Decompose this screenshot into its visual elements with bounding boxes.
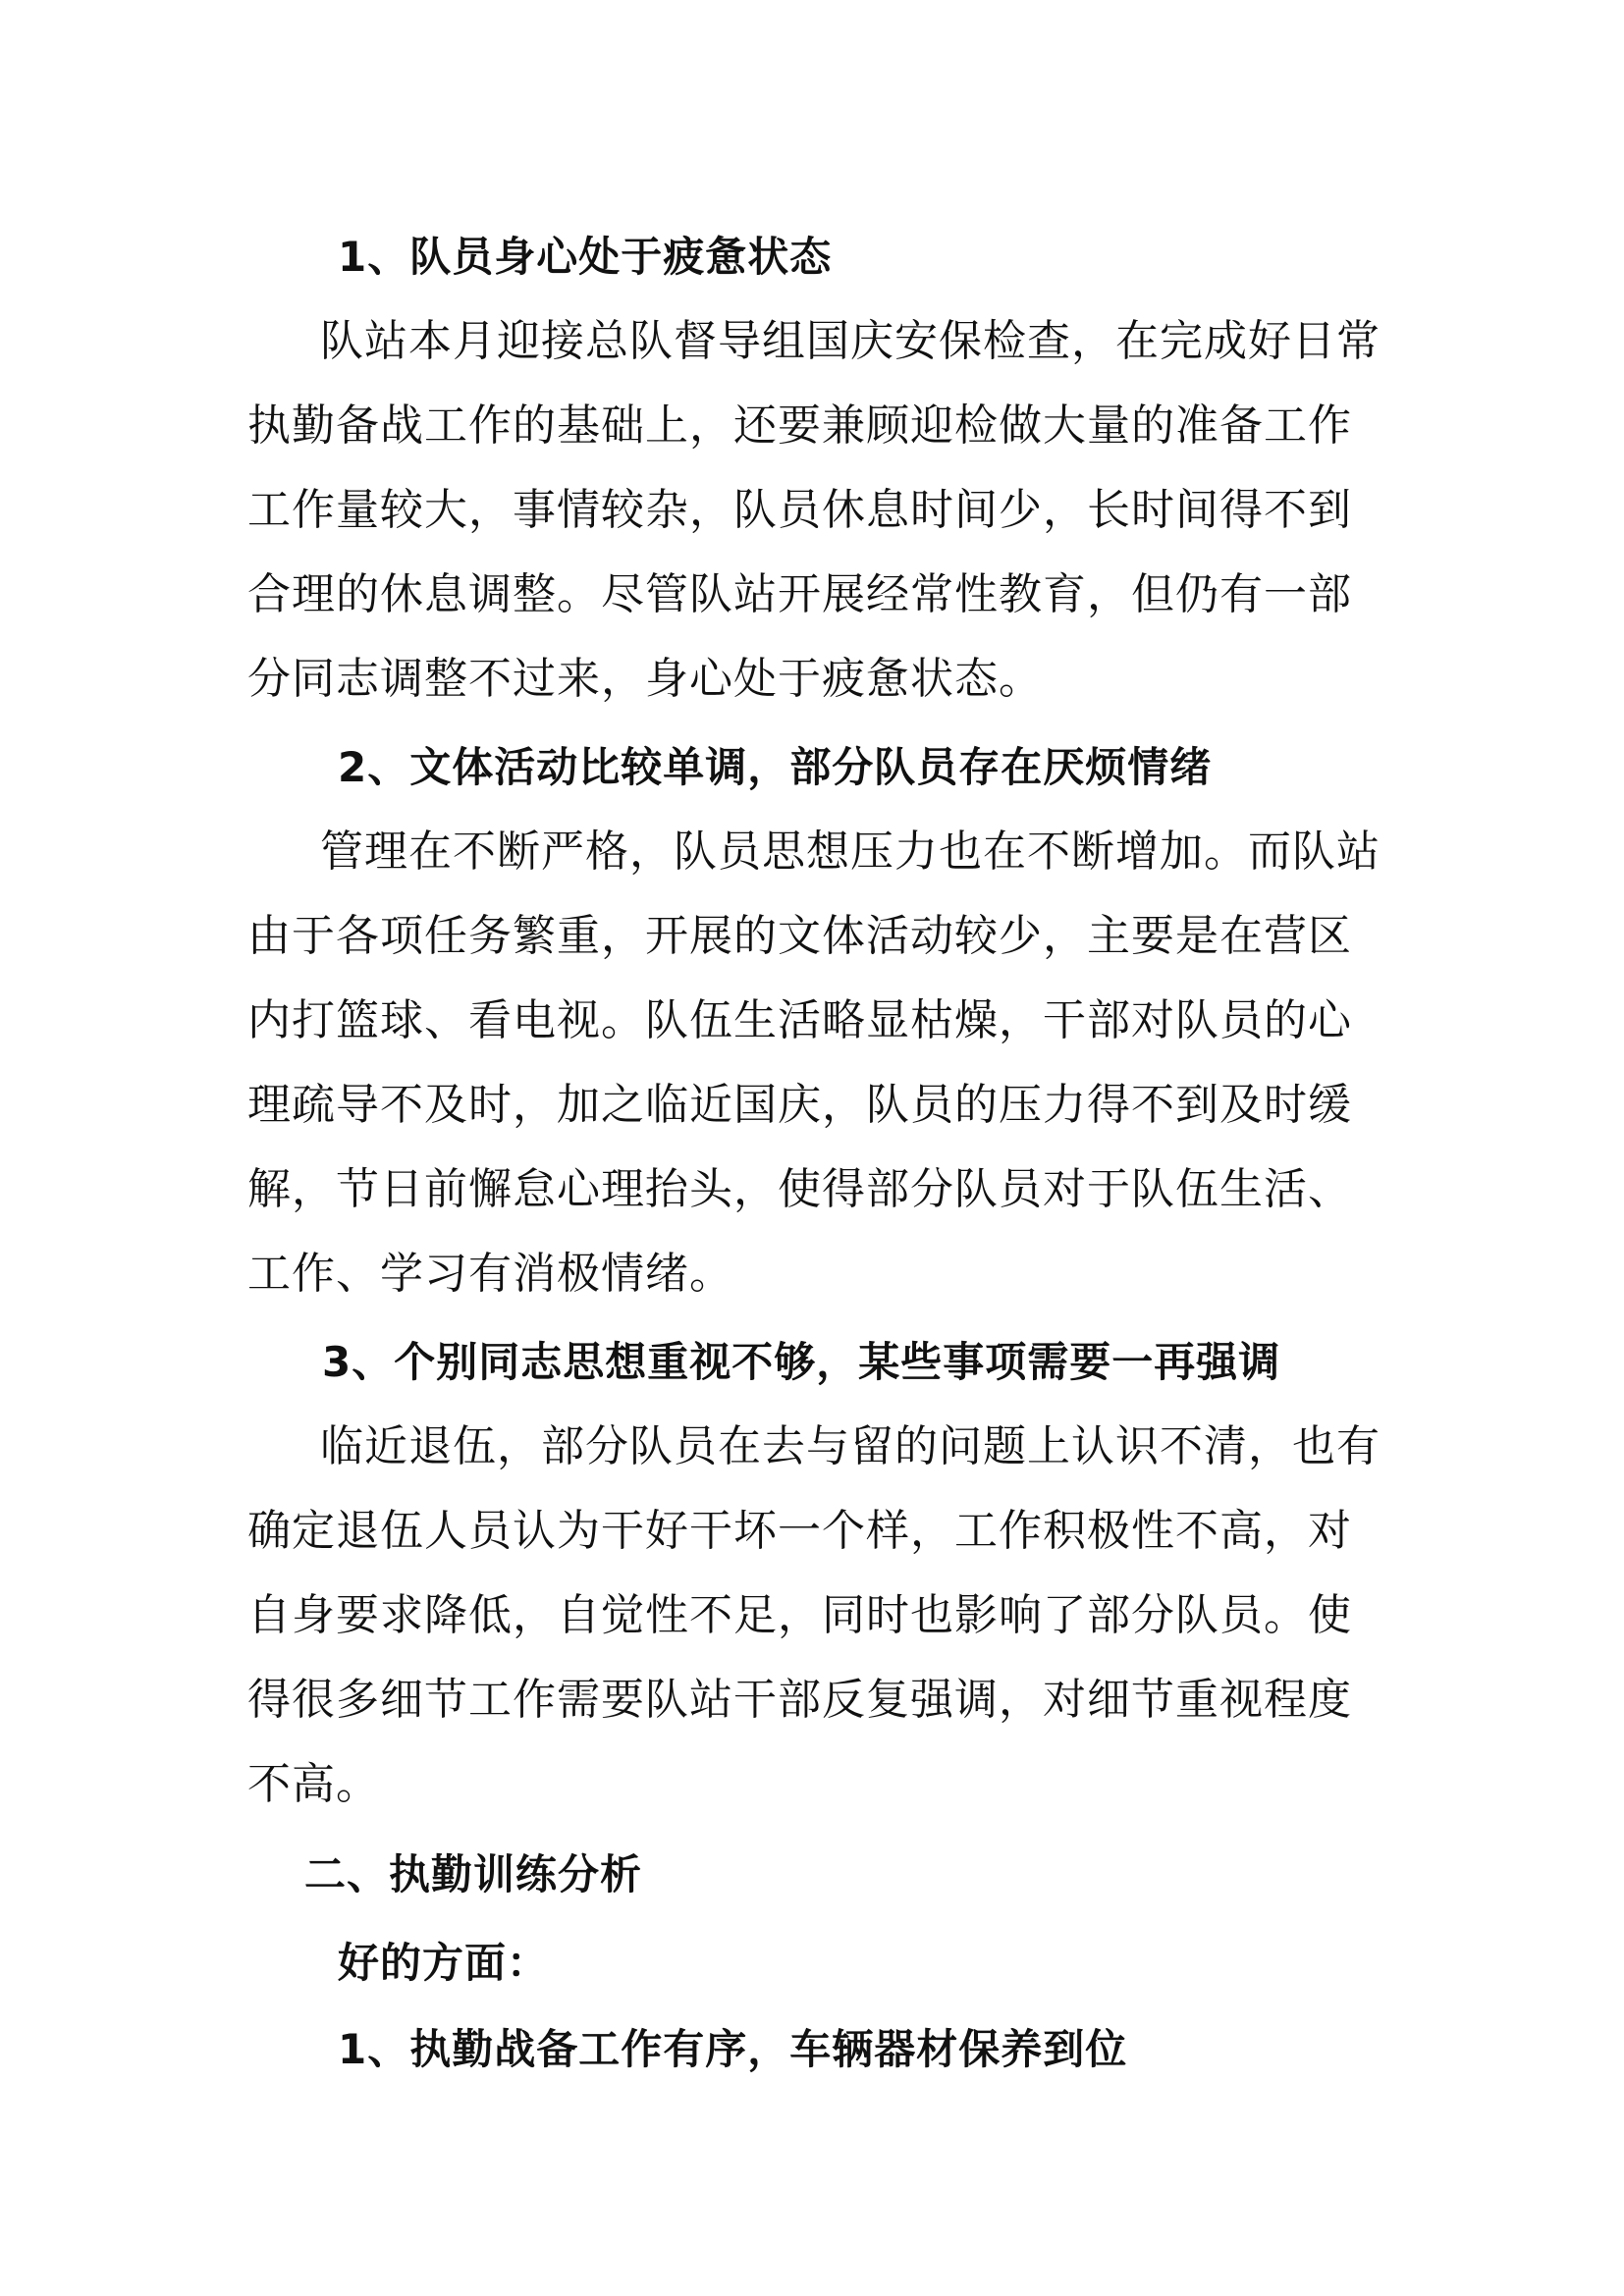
paragraph-line: 自身要求降低，自觉性不足，同时也影响了部分队员。使 — [247, 1590, 1352, 1640]
paragraph-line: 合理的休息调整。尽管队站开展经常性教育，但仍有一部 — [247, 569, 1352, 619]
paragraph-line: 执勤备战工作的基础上，还要兼顾迎检做大量的准备工作 — [247, 400, 1352, 451]
heading-2: 2、文体活动比较单调，部分队员存在厌烦情绪 — [338, 743, 1213, 791]
subheading: 好的方面： — [338, 1939, 550, 1987]
paragraph-line: 工作、学习有消极情绪。 — [247, 1249, 733, 1299]
paragraph-line: 分同志调整不过来，身心处于疲惫状态。 — [247, 654, 1043, 704]
paragraph-line: 解，节日前懈怠心理抬头，使得部分队员对于队伍生活、 — [247, 1164, 1352, 1214]
paragraph-line: 得很多细节工作需要队站干部反复强调，对细节重视程度 — [247, 1675, 1352, 1725]
paragraph-line: 内打篮球、看电视。队伍生活略显枯燥，干部对队员的心 — [247, 995, 1352, 1045]
heading-1: 1、队员身心处于疲惫状态 — [338, 233, 833, 281]
heading-4: 1、执勤战备工作有序，车辆器材保养到位 — [338, 2025, 1128, 2073]
paragraph-line: 队站本月迎接总队督导组国庆安保检查，在完成好日常 — [320, 316, 1380, 366]
paragraph-line: 由于各项任务繁重，开展的文体活动较少，主要是在营区 — [247, 911, 1352, 961]
section-heading: 二、执勤训练分析 — [304, 1850, 643, 1898]
heading-3: 3、个别同志思想重视不够，某些事项需要一再强调 — [322, 1338, 1281, 1386]
paragraph-line: 工作量较大，事情较杂，队员休息时间少，长时间得不到 — [247, 485, 1352, 535]
paragraph-line: 不高。 — [247, 1759, 380, 1809]
paragraph-line: 临近退伍，部分队员在去与留的问题上认识不清，也有 — [320, 1421, 1380, 1471]
paragraph-line: 理疏导不及时，加之临近国庆，队员的压力得不到及时缓 — [247, 1080, 1352, 1130]
paragraph-line: 管理在不断严格，队员思想压力也在不断增加。而队站 — [320, 827, 1380, 877]
paragraph-line: 确定退伍人员认为干好干坏一个样，工作积极性不高，对 — [247, 1506, 1352, 1556]
